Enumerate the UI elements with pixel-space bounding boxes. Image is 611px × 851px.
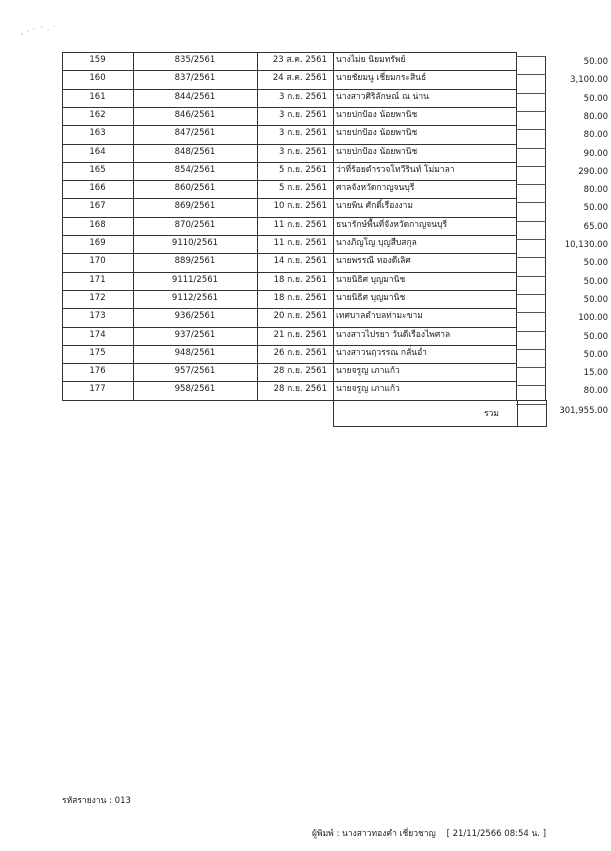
table-row bbox=[62, 70, 608, 86]
document-number-cell: 837/2561 bbox=[174, 73, 216, 84]
amount-cell: 50.00 bbox=[583, 258, 608, 269]
table-row bbox=[62, 381, 608, 397]
document-number-cell: 9110/2561 bbox=[171, 238, 219, 248]
transaction-date-cell: 26 ก.ย. 2561 bbox=[273, 347, 327, 358]
row-number-cell: 162 bbox=[89, 109, 106, 120]
amount-row-divider bbox=[516, 166, 546, 167]
table-row-divider bbox=[62, 363, 516, 364]
amount-row-divider bbox=[516, 294, 546, 295]
payer-name-cell: นายนิธิศ บุญมานิช bbox=[336, 274, 406, 285]
table-row bbox=[62, 253, 608, 269]
transaction-date-cell: 3 ก.ย. 2561 bbox=[279, 128, 327, 139]
row-number-cell: 163 bbox=[89, 128, 106, 139]
table-row-divider bbox=[62, 107, 516, 108]
table-row bbox=[62, 107, 608, 123]
amount-cell: 80.00 bbox=[583, 185, 608, 196]
payer-name-cell: นางสาวศิริลักษณ์ ณ น่าน bbox=[336, 91, 429, 102]
table-column-divider bbox=[62, 52, 63, 400]
transaction-date-cell: 18 ก.ย. 2561 bbox=[273, 274, 327, 285]
table-row-divider bbox=[62, 345, 516, 346]
document-number-cell: 889/2561 bbox=[174, 256, 216, 267]
payer-name-cell: ธนารักษ์พื้นที่จังหวัดกาญจนบุรี bbox=[336, 219, 448, 230]
transaction-date-cell: 5 ก.ย. 2561 bbox=[279, 183, 327, 194]
table-row bbox=[62, 363, 608, 379]
amount-cell: 50.00 bbox=[583, 203, 608, 214]
row-number-cell: 168 bbox=[89, 219, 106, 230]
amount-row-divider bbox=[516, 385, 546, 386]
transaction-date-cell: 28 ก.ย. 2561 bbox=[273, 384, 327, 395]
row-number-cell: 161 bbox=[89, 91, 106, 102]
document-number-cell: 844/2561 bbox=[174, 91, 216, 102]
amount-row-divider bbox=[516, 184, 546, 185]
row-number-cell: 159 bbox=[89, 55, 106, 65]
table-row bbox=[62, 235, 608, 251]
document-number-cell: 854/2561 bbox=[174, 164, 216, 175]
transaction-date-cell: 18 ก.ย. 2561 bbox=[273, 292, 327, 303]
table-row-divider bbox=[62, 217, 516, 218]
total-value: 301,955.00 bbox=[559, 405, 608, 416]
payer-name-cell: นายพรรณี ทองดีเลิศ bbox=[336, 256, 411, 267]
amount-row-divider bbox=[516, 276, 546, 277]
amount-cell: 50.00 bbox=[583, 294, 608, 305]
document-number-cell: 848/2561 bbox=[174, 146, 216, 157]
table-row bbox=[62, 345, 608, 361]
printed-by: ผู้พิมพ์ : นางสาวทองคำ เชี่ยวชาญ bbox=[312, 829, 436, 839]
amount-row-divider bbox=[516, 129, 546, 130]
transaction-date-cell: 14 ก.ย. 2561 bbox=[273, 256, 327, 267]
transaction-date-cell: 10 ก.ย. 2561 bbox=[273, 201, 327, 212]
amount-row-divider bbox=[516, 111, 546, 112]
amount-cell: 100.00 bbox=[578, 313, 608, 324]
scan-artifact-mark bbox=[18, 22, 58, 40]
table-row-divider bbox=[62, 52, 516, 53]
table-row-divider bbox=[62, 253, 516, 254]
payer-name-cell: นางภิญโญ บุญสืบสกุล bbox=[336, 238, 417, 248]
amount-row-divider bbox=[516, 56, 546, 57]
table-row bbox=[62, 125, 608, 141]
amount-cell: 50.00 bbox=[583, 349, 608, 360]
amount-row-divider bbox=[516, 331, 546, 332]
transaction-date-cell: 3 ก.ย. 2561 bbox=[279, 91, 327, 102]
row-number-cell: 164 bbox=[89, 146, 106, 157]
transaction-date-cell: 24 ส.ค. 2561 bbox=[272, 73, 327, 84]
payer-name-cell: นายชัยมนู เชี่ยมกระสินธ์ bbox=[336, 73, 427, 84]
table-row bbox=[62, 162, 608, 178]
amount-row-divider bbox=[516, 93, 546, 94]
table-row-divider bbox=[62, 89, 516, 90]
table-column-divider bbox=[333, 52, 334, 400]
document-number-cell: 835/2561 bbox=[174, 55, 216, 65]
amount-cell: 15.00 bbox=[583, 368, 608, 379]
row-number-cell: 175 bbox=[89, 347, 106, 358]
table-row bbox=[62, 308, 608, 324]
table-row-divider bbox=[62, 272, 516, 273]
amount-row-divider bbox=[516, 257, 546, 258]
amount-cell: 80.00 bbox=[583, 130, 608, 141]
table-row-divider bbox=[62, 235, 516, 236]
payer-name-cell: นางสาวนฤวรรณ กลั่นอ่ำ bbox=[336, 347, 427, 358]
amount-row-divider bbox=[516, 202, 546, 203]
table-row bbox=[62, 89, 608, 105]
payer-name-cell: นายพิน ศักดิ์เรืองงาม bbox=[336, 201, 413, 212]
table-row-divider bbox=[62, 162, 516, 163]
table-row-divider bbox=[62, 70, 516, 71]
table-row bbox=[62, 198, 608, 214]
document-number-cell: 948/2561 bbox=[174, 347, 216, 358]
document-number-cell: 937/2561 bbox=[174, 329, 216, 340]
row-number-cell: 177 bbox=[89, 384, 106, 395]
document-number-cell: 870/2561 bbox=[174, 219, 216, 230]
payer-name-cell: เทศบาลตำบลท่ามะขาม bbox=[336, 311, 423, 322]
transaction-date-cell: 11 ก.ย. 2561 bbox=[273, 238, 327, 248]
amount-cell: 80.00 bbox=[583, 386, 608, 397]
amount-row-divider bbox=[516, 221, 546, 222]
table-row-divider bbox=[62, 308, 516, 309]
printed-at: [ 21/11/2566 08:54 น. ] bbox=[446, 829, 547, 839]
table-row-divider bbox=[62, 125, 516, 126]
amount-row-divider bbox=[516, 349, 546, 350]
table-row bbox=[62, 217, 608, 233]
payer-name-cell: ว่าที่ร้อยตำรวจโทวีรินท์ โม่มาลา bbox=[336, 164, 455, 175]
row-number-cell: 170 bbox=[89, 256, 106, 267]
report-code: รหัสรายงาน : 013 bbox=[62, 796, 131, 806]
table-row bbox=[62, 180, 608, 196]
row-number-cell: 167 bbox=[89, 201, 106, 212]
amount-cell: 90.00 bbox=[583, 148, 608, 159]
total-divider bbox=[517, 401, 518, 426]
table-row-divider bbox=[62, 381, 516, 382]
amount-cell: 50.00 bbox=[583, 276, 608, 287]
row-number-cell: 160 bbox=[89, 73, 106, 84]
payer-name-cell: นายปกป้อง น้อยพานิช bbox=[336, 146, 418, 157]
payer-name-cell: นายจรูญ เภาแก้ว bbox=[336, 384, 400, 395]
table-row bbox=[62, 144, 608, 160]
table-row-divider bbox=[62, 180, 516, 181]
table-row-divider bbox=[62, 290, 516, 291]
payer-name-cell: นายจรูญ เภาแก้ว bbox=[336, 366, 400, 377]
payer-name-cell: นายปกป้อง น้อยพานิช bbox=[336, 109, 418, 120]
print-info bbox=[312, 826, 546, 840]
amount-cell: 10,130.00 bbox=[564, 240, 608, 250]
payer-name-cell: นายปกป้อง น้อยพานิช bbox=[336, 128, 418, 139]
amount-cell: 65.00 bbox=[583, 221, 608, 232]
row-number-cell: 171 bbox=[89, 274, 106, 285]
transaction-date-cell: 5 ก.ย. 2561 bbox=[279, 164, 327, 175]
payment-ledger-table bbox=[62, 52, 608, 419]
amount-cell: 290.00 bbox=[578, 166, 608, 177]
payer-name-cell: นางสาวไปรยา วันดีเรืองไพศาล bbox=[336, 329, 451, 340]
payer-name-cell: นายนิธิศ บุญมานิช bbox=[336, 292, 406, 303]
transaction-date-cell: 23 ส.ค. 2561 bbox=[272, 55, 327, 65]
table-row bbox=[62, 327, 608, 343]
document-number-cell: 846/2561 bbox=[174, 109, 216, 120]
total-row bbox=[333, 400, 608, 427]
document-number-cell: 847/2561 bbox=[174, 128, 216, 139]
payer-name-cell: นางไม่ย นิยมทรัพย์ bbox=[336, 55, 406, 65]
transaction-date-cell: 3 ก.ย. 2561 bbox=[279, 109, 327, 120]
amount-cell: 50.00 bbox=[583, 93, 608, 104]
table-column-divider bbox=[257, 52, 258, 400]
table-column-divider bbox=[516, 52, 517, 400]
amount-row-divider bbox=[516, 239, 546, 240]
transaction-date-cell: 28 ก.ย. 2561 bbox=[273, 366, 327, 377]
table-row-divider bbox=[62, 327, 516, 328]
amount-row-divider bbox=[516, 74, 546, 75]
document-number-cell: 9112/2561 bbox=[171, 292, 219, 303]
table-column-divider bbox=[133, 52, 134, 400]
total-label: รวม bbox=[484, 408, 499, 419]
amount-row-divider bbox=[516, 312, 546, 313]
row-number-cell: 169 bbox=[89, 238, 106, 248]
table-row-divider bbox=[62, 198, 516, 199]
row-number-cell: 174 bbox=[89, 329, 106, 340]
document-number-cell: 860/2561 bbox=[174, 183, 216, 194]
amount-row-divider bbox=[516, 148, 546, 149]
table-row bbox=[62, 52, 608, 68]
amount-cell: 50.00 bbox=[583, 331, 608, 342]
document-number-cell: 958/2561 bbox=[174, 384, 216, 395]
document-number-cell: 957/2561 bbox=[174, 366, 216, 377]
row-number-cell: 172 bbox=[89, 292, 106, 303]
transaction-date-cell: 20 ก.ย. 2561 bbox=[273, 311, 327, 322]
table-row bbox=[62, 272, 608, 288]
transaction-date-cell: 11 ก.ย. 2561 bbox=[273, 219, 327, 230]
transaction-date-cell: 21 ก.ย. 2561 bbox=[273, 329, 327, 340]
document-number-cell: 936/2561 bbox=[174, 311, 216, 322]
transaction-date-cell: 3 ก.ย. 2561 bbox=[279, 146, 327, 157]
row-number-cell: 165 bbox=[89, 164, 106, 175]
row-number-cell: 173 bbox=[89, 311, 106, 322]
document-number-cell: 9111/2561 bbox=[171, 274, 219, 285]
amount-cell: 50.00 bbox=[583, 57, 608, 67]
table-row bbox=[62, 290, 608, 306]
payer-name-cell: ศาลจังหวัดกาญจนบุรี bbox=[336, 183, 415, 194]
row-number-cell: 166 bbox=[89, 183, 106, 194]
amount-cell: 3,100.00 bbox=[570, 75, 608, 86]
table-row-divider bbox=[62, 144, 516, 145]
amount-row-divider bbox=[516, 367, 546, 368]
row-number-cell: 176 bbox=[89, 366, 106, 377]
document-number-cell: 869/2561 bbox=[174, 201, 216, 212]
amount-cell: 80.00 bbox=[583, 111, 608, 122]
